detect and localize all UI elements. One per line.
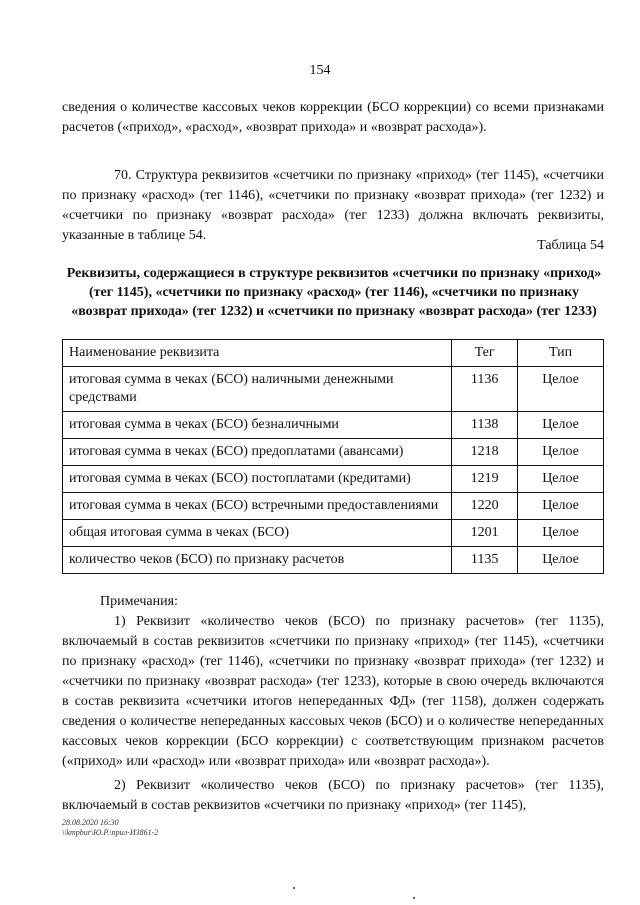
table-row — [63, 412, 604, 439]
table-row — [63, 493, 604, 520]
table-row — [63, 466, 604, 493]
cell-tag: 1201 — [452, 520, 518, 547]
table-row — [63, 367, 604, 412]
footer-stamp — [62, 818, 158, 838]
cell-name: итоговая сумма в чеках (БСО) предоплатами (авансами) — [63, 439, 452, 466]
header-tag: Тег — [452, 340, 518, 367]
requisites-table — [62, 339, 604, 574]
cell-type: Целое — [518, 547, 604, 574]
table-row — [63, 439, 604, 466]
cell-tag: 1136 — [452, 367, 518, 412]
scan-speck — [413, 897, 415, 899]
cell-tag: 1219 — [452, 466, 518, 493]
paragraph-70: 70. Структура реквизитов «счетчики по признаку «приход» (тег 1145), «счетчики по признаку «расход» (тег 1146), «счетчики по признаку «возврат прихода» (тег 1232) и «счетчики по признаку «возврат расхода» (тег 1233) должна включать реквизиты, указанные в таблице 54. — [62, 168, 604, 243]
cell-type: Целое — [518, 466, 604, 493]
cell-name: итоговая сумма в чеках (БСО) наличными денежными средствами — [63, 367, 452, 412]
cell-type: Целое — [518, 412, 604, 439]
cell-name: итоговая сумма в чеках (БСО) встречными предоставлениями — [63, 493, 452, 520]
cell-name: итоговая сумма в чеках (БСО) безналичными — [63, 412, 452, 439]
cell-tag: 1135 — [452, 547, 518, 574]
table-row — [63, 547, 604, 574]
header-type: Тип — [518, 340, 604, 367]
footer-path: \\kmpbur\Ю.Р.\прил-И3861-2 — [62, 828, 159, 837]
notes-heading: Примечания: — [100, 594, 178, 609]
cell-type: Целое — [518, 439, 604, 466]
cell-type: Целое — [518, 493, 604, 520]
scan-speck — [293, 887, 295, 889]
footer-date: 28.08.2020 16:30 — [62, 818, 119, 827]
table-row — [63, 520, 604, 547]
cell-name: итоговая сумма в чеках (БСО) постоплатами (кредитами) — [63, 466, 452, 493]
header-name: Наименование реквизита — [63, 340, 452, 367]
cell-type: Целое — [518, 367, 604, 412]
paragraph-continuation: сведения о количестве кассовых чеков коррекции (БСО коррекции) со всеми признаками расчетов («приход», «расход», «возврат прихода» и «возврат расхода»). — [62, 100, 604, 135]
page-number: 154 — [309, 63, 331, 78]
cell-name: общая итоговая сумма в чеках (БСО) — [63, 520, 452, 547]
note-1: 1) Реквизит «количество чеков (БСО) по признаку расчетов» (тег 1135), включаемый в состав реквизитов «счетчики по признаку «приход» (тег 1145), «счетчики по признаку «расход» (тег 1146), «счетчики по признаку «возврат прихода» (тег 1232) и «счетчики по признаку «возврат расхода» (тег 1233), которые в свою очередь включаются в состав реквизита «счетчики итогов непереданных ФД» (тег 1158), должен содержать сведения о количестве непереданных кассовых чеков (БСО) и о количестве непереданных кассовых чеков коррекции (БСО коррекции) с соответствующим признаком расчетов («приход» или «расход» или «возврат прихода» или «возврат расхода»). — [62, 614, 604, 769]
table-header-row — [63, 340, 604, 367]
cell-tag: 1220 — [452, 493, 518, 520]
cell-tag: 1218 — [452, 439, 518, 466]
table-title: Реквизиты, содержащиеся в структуре реквизитов «счетчики по признаку «приход» (тег 1145), «счетчики по признаку «расход» (тег 1146), «счетчики по признаку «возврат прихода» (тег 1232) и «счетчики по признаку «возврат расхода» (тег 1233) — [66, 266, 602, 319]
cell-name: количество чеков (БСО) по признаку расчетов — [63, 547, 452, 574]
cell-tag: 1138 — [452, 412, 518, 439]
cell-type: Целое — [518, 520, 604, 547]
table-label: Таблица 54 — [537, 238, 604, 253]
note-2: 2) Реквизит «количество чеков (БСО) по признаку расчетов» (тег 1135), включаемый в состав реквизитов «счетчики по признаку «приход» (тег 1145), — [62, 778, 604, 813]
